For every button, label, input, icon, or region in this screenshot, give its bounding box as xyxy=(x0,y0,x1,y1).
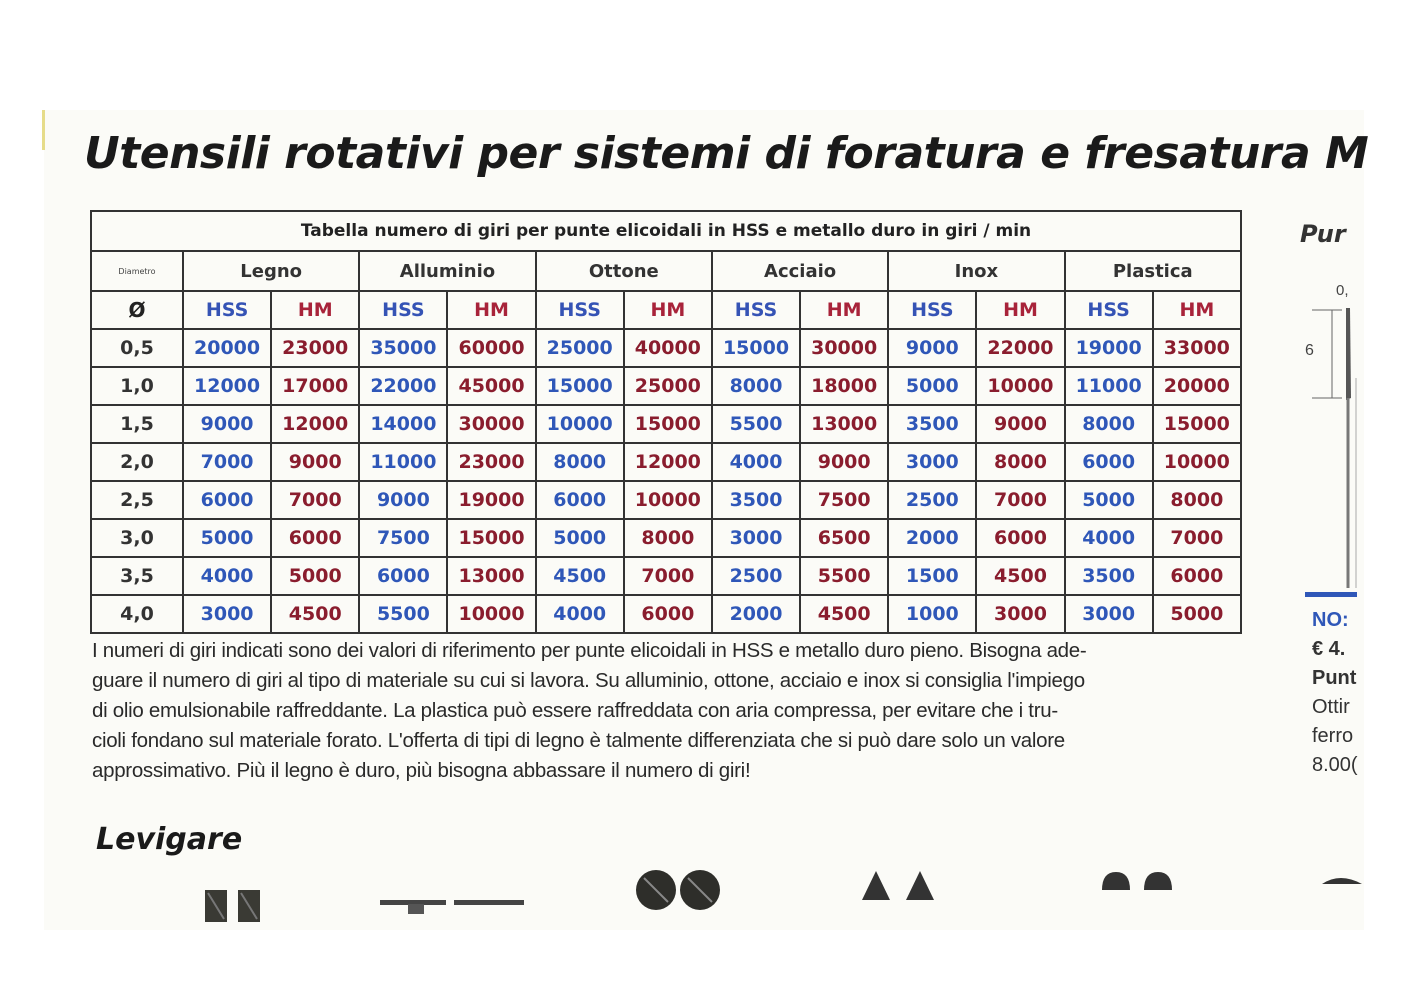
table-caption: Tabella numero di giri per punte elicoidali in HSS e metallo duro in giri / min xyxy=(91,211,1241,251)
side-line-5: ferro xyxy=(1312,725,1354,747)
side-line-3: Punt xyxy=(1312,667,1357,689)
hm-rpm-cell: 6000 xyxy=(624,595,712,633)
hss-rpm-cell: 2000 xyxy=(888,519,976,557)
hss-rpm-cell: 11000 xyxy=(1065,367,1153,405)
hss-rpm-cell: 3000 xyxy=(712,519,800,557)
hm-rpm-cell: 18000 xyxy=(800,367,888,405)
hss-rpm-cell: 4000 xyxy=(536,595,624,633)
hss-rpm-cell: 4500 xyxy=(536,557,624,595)
hss-rpm-cell: 1500 xyxy=(888,557,976,595)
hss-rpm-cell: 9000 xyxy=(888,329,976,367)
rpm-table xyxy=(90,210,1242,634)
hm-rpm-cell: 7000 xyxy=(271,481,359,519)
diameter-symbol: Ø xyxy=(91,291,183,329)
hm-rpm-cell: 15000 xyxy=(1153,405,1241,443)
material-header-plastica: Plastica xyxy=(1065,251,1241,291)
hm-rpm-cell: 9000 xyxy=(271,443,359,481)
hss-rpm-cell: 3000 xyxy=(183,595,271,633)
tool-type-hss-alluminio: HSS xyxy=(359,291,447,329)
table-row xyxy=(91,443,1241,481)
hss-rpm-cell: 3000 xyxy=(1065,595,1153,633)
note-line: di olio emulsionabile raffreddante. La plastica può essere raffreddata con aria compressa, per evitare che i tru- xyxy=(92,699,1058,722)
hm-rpm-cell: 15000 xyxy=(624,405,712,443)
hm-rpm-cell: 10000 xyxy=(976,367,1064,405)
table-row xyxy=(91,405,1241,443)
table-row xyxy=(91,557,1241,595)
hm-rpm-cell: 6000 xyxy=(1153,557,1241,595)
sanding-drum-image xyxy=(200,885,270,925)
hss-rpm-cell: 5000 xyxy=(888,367,976,405)
tool-type-hss-acciaio: HSS xyxy=(712,291,800,329)
hss-rpm-cell: 4000 xyxy=(712,443,800,481)
hss-rpm-cell: 15000 xyxy=(712,329,800,367)
side-text xyxy=(1312,606,1364,780)
hm-rpm-cell: 8000 xyxy=(1153,481,1241,519)
diameter-cell: 4,0 xyxy=(91,595,183,633)
hm-rpm-cell: 4500 xyxy=(976,557,1064,595)
hss-rpm-cell: 5000 xyxy=(536,519,624,557)
hm-rpm-cell: 6000 xyxy=(271,519,359,557)
hm-rpm-cell: 19000 xyxy=(447,481,535,519)
note-line: guare il numero di giri al tipo di materiale su cui si lavora. Su alluminio, ottone, acciaio e inox si consiglia l'impiego xyxy=(92,669,1085,692)
hm-rpm-cell: 7500 xyxy=(800,481,888,519)
reference-note xyxy=(92,636,1242,786)
hm-rpm-cell: 40000 xyxy=(624,329,712,367)
diameter-cell: 3,5 xyxy=(91,557,183,595)
hss-rpm-cell: 5000 xyxy=(183,519,271,557)
grinding-wheel-image xyxy=(1320,872,1364,888)
hm-rpm-cell: 25000 xyxy=(624,367,712,405)
hss-rpm-cell: 7500 xyxy=(359,519,447,557)
hss-rpm-cell: 1000 xyxy=(888,595,976,633)
side-line-1: NO: xyxy=(1312,609,1349,631)
diameter-header: Diametro xyxy=(91,251,183,291)
hss-rpm-cell: 6000 xyxy=(1065,443,1153,481)
table-row xyxy=(91,367,1241,405)
hm-rpm-cell: 23000 xyxy=(271,329,359,367)
hss-rpm-cell: 9000 xyxy=(183,405,271,443)
hm-rpm-cell: 17000 xyxy=(271,367,359,405)
note-line: cioli fondano sul materiale forato. L'offerta di tipi di legno è talmente differenziata che si può dare solo un valore xyxy=(92,729,1065,752)
hm-rpm-cell: 5000 xyxy=(271,557,359,595)
hss-rpm-cell: 3500 xyxy=(888,405,976,443)
side-accent-rule xyxy=(1305,592,1357,597)
hm-rpm-cell: 6500 xyxy=(800,519,888,557)
side-line-4: Ottir xyxy=(1312,696,1350,718)
hss-rpm-cell: 10000 xyxy=(536,405,624,443)
hss-rpm-cell: 7000 xyxy=(183,443,271,481)
hm-rpm-cell: 15000 xyxy=(447,519,535,557)
tool-type-hm-ottone: HM xyxy=(624,291,712,329)
hm-rpm-cell: 5000 xyxy=(1153,595,1241,633)
hm-rpm-cell: 13000 xyxy=(447,557,535,595)
hm-rpm-cell: 30000 xyxy=(800,329,888,367)
tool-type-hss-plastica: HSS xyxy=(1065,291,1153,329)
table-row xyxy=(91,595,1241,633)
hm-rpm-cell: 7000 xyxy=(624,557,712,595)
hm-rpm-cell: 4500 xyxy=(271,595,359,633)
hm-rpm-cell: 9000 xyxy=(976,405,1064,443)
grinding-cone-image xyxy=(858,868,943,903)
hss-rpm-cell: 12000 xyxy=(183,367,271,405)
material-header-inox: Inox xyxy=(888,251,1064,291)
hm-rpm-cell: 60000 xyxy=(447,329,535,367)
paper-edge xyxy=(42,110,45,150)
side-dimension-left: 6 xyxy=(1305,342,1314,359)
hm-rpm-cell: 10000 xyxy=(624,481,712,519)
hss-rpm-cell: 14000 xyxy=(359,405,447,443)
diameter-cell: 3,0 xyxy=(91,519,183,557)
hss-rpm-cell: 2500 xyxy=(712,557,800,595)
hss-rpm-cell: 6000 xyxy=(359,557,447,595)
hss-rpm-cell: 8000 xyxy=(712,367,800,405)
material-header-alluminio: Alluminio xyxy=(359,251,535,291)
diameter-cell: 1,0 xyxy=(91,367,183,405)
hm-rpm-cell: 12000 xyxy=(271,405,359,443)
hss-rpm-cell: 5000 xyxy=(1065,481,1153,519)
material-header-row xyxy=(91,251,1241,291)
hm-rpm-cell: 8000 xyxy=(976,443,1064,481)
hss-rpm-cell: 25000 xyxy=(536,329,624,367)
side-dimension-top: 0, xyxy=(1336,282,1349,299)
hss-rpm-cell: 5500 xyxy=(359,595,447,633)
hm-rpm-cell: 10000 xyxy=(447,595,535,633)
hm-rpm-cell: 23000 xyxy=(447,443,535,481)
hss-rpm-cell: 3000 xyxy=(888,443,976,481)
page-title: Utensili rotativi per sistemi di foratura e fresatura M xyxy=(84,128,1369,179)
note-line: approssimativo. Più il legno è duro, più bisogna abbassare il numero di giri! xyxy=(92,759,751,782)
side-line-2: € 4. xyxy=(1312,638,1346,660)
grinding-ball-image xyxy=(632,866,727,916)
tool-type-hm-legno: HM xyxy=(271,291,359,329)
hss-rpm-cell: 2000 xyxy=(712,595,800,633)
hm-rpm-cell: 10000 xyxy=(1153,443,1241,481)
drill-bit-drawing xyxy=(1310,298,1360,588)
hss-rpm-cell: 20000 xyxy=(183,329,271,367)
hss-rpm-cell: 3500 xyxy=(1065,557,1153,595)
grinding-cylinder-image xyxy=(1098,868,1178,893)
hm-rpm-cell: 7000 xyxy=(976,481,1064,519)
table-row xyxy=(91,329,1241,367)
side-line-6: 8.00( xyxy=(1312,754,1358,776)
hss-rpm-cell: 35000 xyxy=(359,329,447,367)
hss-rpm-cell: 6000 xyxy=(183,481,271,519)
hm-rpm-cell: 5500 xyxy=(800,557,888,595)
hm-rpm-cell: 3000 xyxy=(976,595,1064,633)
hss-rpm-cell: 8000 xyxy=(1065,405,1153,443)
hm-rpm-cell: 8000 xyxy=(624,519,712,557)
hss-rpm-cell: 8000 xyxy=(536,443,624,481)
diameter-cell: 2,0 xyxy=(91,443,183,481)
tool-type-hss-ottone: HSS xyxy=(536,291,624,329)
material-header-acciaio: Acciaio xyxy=(712,251,888,291)
material-header-ottone: Ottone xyxy=(536,251,712,291)
hss-rpm-cell: 2500 xyxy=(888,481,976,519)
hss-rpm-cell: 4000 xyxy=(183,557,271,595)
hss-rpm-cell: 9000 xyxy=(359,481,447,519)
material-header-legno: Legno xyxy=(183,251,359,291)
hm-rpm-cell: 4500 xyxy=(800,595,888,633)
hss-rpm-cell: 4000 xyxy=(1065,519,1153,557)
hm-rpm-cell: 9000 xyxy=(800,443,888,481)
section-title-levigare: Levigare xyxy=(96,822,243,857)
hss-rpm-cell: 11000 xyxy=(359,443,447,481)
diameter-cell: 1,5 xyxy=(91,405,183,443)
hm-rpm-cell: 22000 xyxy=(976,329,1064,367)
hss-rpm-cell: 19000 xyxy=(1065,329,1153,367)
hm-rpm-cell: 13000 xyxy=(800,405,888,443)
hss-rpm-cell: 3500 xyxy=(712,481,800,519)
hm-rpm-cell: 30000 xyxy=(447,405,535,443)
tool-type-hm-plastica: HM xyxy=(1153,291,1241,329)
hss-rpm-cell: 6000 xyxy=(536,481,624,519)
tool-type-header-row xyxy=(91,291,1241,329)
diameter-cell: 2,5 xyxy=(91,481,183,519)
hss-rpm-cell: 15000 xyxy=(536,367,624,405)
hm-rpm-cell: 12000 xyxy=(624,443,712,481)
tool-type-hss-legno: HSS xyxy=(183,291,271,329)
hm-rpm-cell: 20000 xyxy=(1153,367,1241,405)
hm-rpm-cell: 45000 xyxy=(447,367,535,405)
table-row xyxy=(91,519,1241,557)
table-row xyxy=(91,481,1241,519)
tool-type-hm-alluminio: HM xyxy=(447,291,535,329)
sanding-disc-image xyxy=(378,892,528,922)
tool-type-hm-acciaio: HM xyxy=(800,291,888,329)
side-heading: Pur xyxy=(1300,220,1346,248)
note-line: I numeri di giri indicati sono dei valori di riferimento per punte elicoidali in HSS e metallo duro pieno. Bisogna ade- xyxy=(92,639,1087,662)
tool-type-hss-inox: HSS xyxy=(888,291,976,329)
hss-rpm-cell: 22000 xyxy=(359,367,447,405)
hss-rpm-cell: 5500 xyxy=(712,405,800,443)
hm-rpm-cell: 7000 xyxy=(1153,519,1241,557)
hm-rpm-cell: 6000 xyxy=(976,519,1064,557)
diameter-cell: 0,5 xyxy=(91,329,183,367)
hm-rpm-cell: 33000 xyxy=(1153,329,1241,367)
tool-type-hm-inox: HM xyxy=(976,291,1064,329)
